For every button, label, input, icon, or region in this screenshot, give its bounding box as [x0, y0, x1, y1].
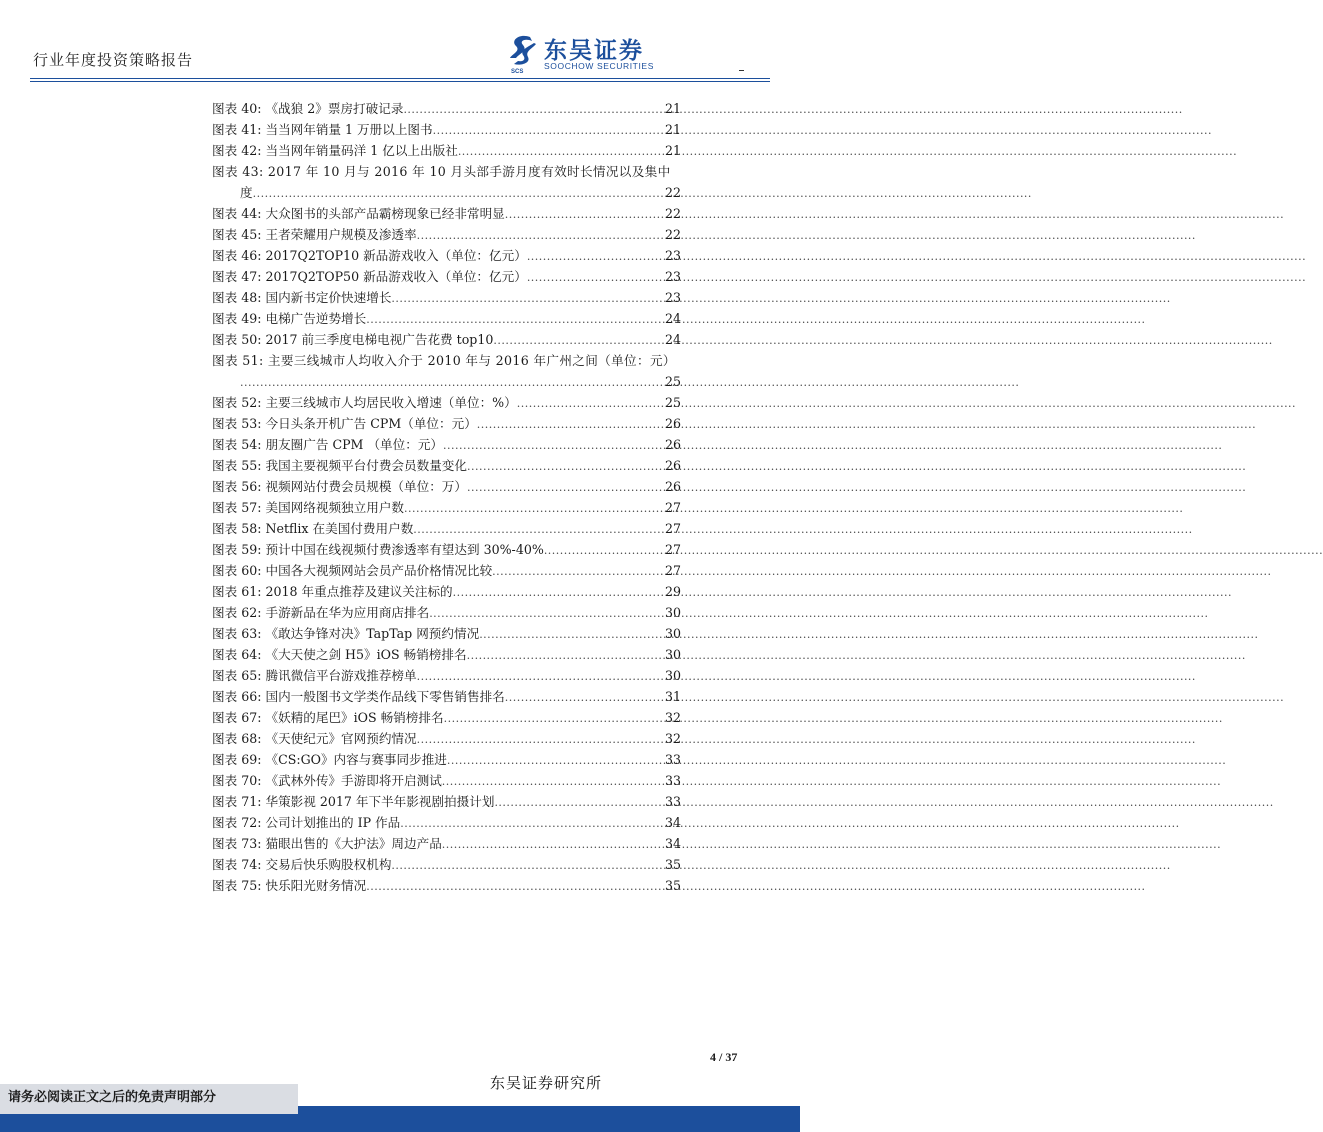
toc-entry-title: 视频网站付费会员规模（单位：万） — [265, 479, 467, 494]
toc-entry[interactable] — [212, 665, 681, 686]
toc-entry[interactable] — [212, 329, 681, 350]
toc-entry-page: 32 — [664, 710, 681, 725]
toc-entry-label: 图表 75: — [212, 878, 262, 893]
toc-entry-label: 图表 50: — [212, 332, 262, 347]
toc-entry-leader — [391, 288, 664, 309]
toc-entry-leader — [417, 225, 664, 246]
toc-entry-label: 图表 64: — [212, 647, 262, 662]
toc-entry-label: 图表 70: — [212, 773, 262, 788]
toc-entry-label: 图表 45: — [212, 227, 262, 242]
toc-entry-label: 图表 54: — [212, 437, 262, 452]
toc-entry-leader — [527, 246, 664, 267]
figure-index-list — [212, 98, 681, 896]
toc-entry-page: 30 — [664, 668, 681, 683]
toc-entry-label: 图表 51: — [212, 353, 264, 368]
toc-entry-leader — [467, 477, 664, 498]
toc-entry[interactable] — [212, 602, 681, 623]
toc-entry-leader — [477, 414, 664, 435]
toc-entry-leader — [413, 519, 664, 540]
toc-entry-title: 《天使纪元》官网预约情况 — [265, 731, 417, 746]
toc-entry-leader — [467, 456, 664, 477]
toc-entry-leader — [505, 204, 664, 225]
toc-entry-title: 朋友圈广告 CPM （单位：元） — [265, 437, 444, 452]
toc-entry[interactable] — [212, 686, 681, 707]
toc-entry-leader — [479, 624, 664, 645]
toc-entry-leader — [417, 666, 664, 687]
toc-entry-label: 图表 48: — [212, 290, 262, 305]
toc-entry-leader — [492, 561, 664, 582]
toc-entry-label: 图表 71: — [212, 794, 262, 809]
toc-entry[interactable] — [212, 161, 681, 203]
toc-entry-title-continued: 度 — [240, 185, 253, 200]
toc-entry-page: 35 — [664, 878, 681, 893]
toc-entry-leader — [453, 582, 664, 603]
toc-entry-leader — [403, 99, 664, 120]
toc-entry[interactable] — [212, 350, 681, 392]
toc-entry-leader — [444, 708, 664, 729]
toc-entry-title: 当当网年销量码洋 1 亿以上出版社 — [265, 143, 458, 158]
toc-entry-page: 21 — [664, 143, 681, 158]
toc-entry-label: 图表 66: — [212, 689, 262, 704]
toc-entry-title: 公司计划推出的 IP 作品 — [265, 815, 401, 830]
toc-entry-leader — [433, 120, 664, 141]
toc-entry-leader — [505, 687, 664, 708]
toc-entry[interactable] — [212, 434, 681, 455]
toc-entry-label: 图表 74: — [212, 857, 262, 872]
toc-entry-title: 今日头条开机广告 CPM（单位：元） — [265, 416, 477, 431]
toc-entry[interactable] — [212, 623, 681, 644]
toc-entry-label: 图表 67: — [212, 710, 262, 725]
toc-entry-leader — [366, 876, 664, 897]
toc-entry-page: 26 — [664, 458, 681, 473]
toc-entry[interactable] — [212, 455, 681, 476]
toc-entry[interactable] — [212, 644, 681, 665]
toc-entry-leader — [494, 792, 664, 813]
toc-entry-page: 30 — [664, 626, 681, 641]
toc-entry-title: 主要三线城市人均居民收入增速（单位：%） — [265, 395, 517, 410]
header-rule-thick — [30, 78, 770, 79]
toc-entry-page: 33 — [664, 752, 681, 767]
toc-entry-label: 图表 40: — [212, 101, 262, 116]
toc-entry-page: 21 — [664, 101, 681, 116]
toc-entry[interactable] — [212, 392, 681, 413]
toc-entry-label: 图表 56: — [212, 479, 262, 494]
header-dash — [739, 70, 744, 71]
toc-entry-label: 图表 44: — [212, 206, 262, 221]
toc-entry-leader — [240, 372, 664, 393]
toc-entry-title: Netflix 在美国付费用户数 — [265, 521, 414, 536]
toc-entry-title: 《CS:GO》内容与赛事同步推进 — [265, 752, 447, 767]
toc-entry-page: 23 — [664, 269, 681, 284]
toc-entry[interactable] — [212, 728, 681, 749]
toc-entry-leader — [442, 834, 664, 855]
toc-entry-page: 34 — [664, 836, 681, 851]
toc-entry-title: 当当网年销量 1 万册以上图书 — [265, 122, 433, 137]
logo-chinese-name: 东吴证券 — [544, 38, 644, 64]
toc-entry-title: 《战狼 2》票房打破记录 — [265, 101, 404, 116]
toc-entry-title: 猫眼出售的《大护法》周边产品 — [265, 836, 442, 851]
toc-entry-page: 30 — [664, 647, 681, 662]
toc-entry-title: 我国主要视频平台付费会员数量变化 — [265, 458, 467, 473]
toc-entry-leader — [447, 750, 664, 771]
toc-entry-title: 主要三线城市人均收入介于 2010 年与 2016 年广州之间（单位：元） — [267, 353, 676, 368]
toc-entry[interactable] — [212, 539, 681, 560]
toc-entry-title: 《敢达争锋对决》TapTap 网预约情况 — [265, 626, 480, 641]
toc-entry-title: 《大天使之剑 H5》iOS 畅销榜排名 — [265, 647, 467, 662]
toc-entry[interactable] — [212, 560, 681, 581]
toc-entry-page: 26 — [664, 416, 681, 431]
toc-entry[interactable] — [212, 245, 681, 266]
toc-entry[interactable] — [212, 224, 681, 245]
toc-entry[interactable] — [212, 497, 681, 518]
toc-entry-label: 图表 43: — [212, 164, 264, 179]
toc-entry-label: 图表 52: — [212, 395, 262, 410]
toc-entry[interactable] — [212, 791, 681, 812]
toc-entry-title: 大众图书的头部产品霸榜现象已经非常明显 — [265, 206, 505, 221]
logo-abbreviation: SCS — [511, 69, 524, 75]
toc-entry-leader — [400, 813, 664, 834]
toc-entry-page: 27 — [664, 500, 681, 515]
toc-entry-label: 图表 72: — [212, 815, 262, 830]
toc-entry-leader — [458, 141, 664, 162]
header-rule-thin — [30, 81, 770, 82]
toc-entry-page: 26 — [664, 479, 681, 494]
toc-entry[interactable] — [212, 581, 681, 602]
toc-entry-title: 《武林外传》手游即将开启测试 — [265, 773, 442, 788]
toc-entry-leader — [429, 603, 664, 624]
toc-entry-label: 图表 47: — [212, 269, 262, 284]
toc-entry[interactable] — [212, 203, 681, 224]
toc-entry-label: 图表 73: — [212, 836, 262, 851]
toc-entry-leader — [404, 498, 664, 519]
toc-entry-leader — [493, 330, 664, 351]
toc-entry-leader — [391, 855, 664, 876]
toc-entry-title: 2017 前三季度电梯电视广告花费 top10 — [265, 332, 494, 347]
toc-entry-page: 24 — [664, 311, 681, 326]
toc-entry-title: 交易后快乐购股权机构 — [265, 857, 392, 872]
toc-entry-title: 手游新品在华为应用商店排名 — [265, 605, 430, 620]
toc-entry-label: 图表 46: — [212, 248, 262, 263]
toc-entry[interactable] — [212, 812, 681, 833]
toc-entry-page: 32 — [664, 731, 681, 746]
toc-entry-title: 2018 年重点推荐及建议关注标的 — [265, 584, 453, 599]
toc-entry[interactable] — [212, 833, 681, 854]
toc-entry-title: 2017 年 10 月与 2016 年 10 月头部手游月度有效时长情况以及集中 — [267, 164, 671, 179]
toc-entry-leader — [517, 393, 664, 414]
toc-entry-page: 26 — [664, 437, 681, 452]
toc-entry-title: 华策影视 2017 年下半年影视剧拍摄计划 — [265, 794, 495, 809]
toc-entry-label: 图表 62: — [212, 605, 262, 620]
toc-entry-page: 33 — [664, 773, 681, 788]
toc-entry[interactable] — [212, 707, 681, 728]
toc-entry[interactable] — [212, 749, 681, 770]
company-logo — [508, 32, 688, 76]
toc-entry-page: 23 — [664, 248, 681, 263]
toc-entry-title: 国内一般图书文学类作品线下零售销售排名 — [265, 689, 505, 704]
report-type-title: 行业年度投资策略报告 — [33, 51, 194, 69]
page-number: 4 / 37 — [710, 1050, 738, 1064]
toc-entry-label: 图表 68: — [212, 731, 262, 746]
footer-organization: 东吴证券研究所 — [490, 1074, 603, 1092]
toc-entry-page: 25 — [664, 395, 681, 410]
toc-entry-label: 图表 61: — [212, 584, 262, 599]
toc-entry-title: 《妖精的尾巴》iOS 畅销榜排名 — [265, 710, 444, 725]
toc-entry-leader — [544, 540, 664, 561]
toc-entry-leader — [253, 183, 664, 204]
toc-entry-label: 图表 63: — [212, 626, 262, 641]
toc-entry-page: 35 — [664, 857, 681, 872]
logo-english-name: SOOCHOW SECURITIES — [544, 61, 654, 71]
toc-entry[interactable] — [212, 287, 681, 308]
toc-entry[interactable] — [212, 308, 681, 329]
toc-entry-page: 22 — [664, 206, 681, 221]
toc-entry-page: 21 — [664, 122, 681, 137]
toc-entry-label: 图表 60: — [212, 563, 262, 578]
toc-entry-leader — [417, 729, 664, 750]
toc-entry-label: 图表 49: — [212, 311, 262, 326]
toc-entry-title: 腾讯微信平台游戏推荐榜单 — [265, 668, 417, 683]
toc-entry-label: 图表 59: — [212, 542, 262, 557]
toc-entry[interactable] — [212, 266, 681, 287]
toc-entry[interactable] — [212, 119, 681, 140]
disclaimer-notice: 请务必阅读正文之后的免责声明部分 — [0, 1084, 298, 1114]
toc-entry[interactable] — [212, 875, 681, 896]
toc-entry-title: 电梯广告逆势增长 — [265, 311, 367, 326]
toc-entry-label: 图表 41: — [212, 122, 262, 137]
toc-entry[interactable] — [212, 140, 681, 161]
toc-entry-label: 图表 42: — [212, 143, 262, 158]
toc-entry-label: 图表 57: — [212, 500, 262, 515]
toc-entry-title: 快乐阳光财务情况 — [265, 878, 367, 893]
toc-entry-title: 美国网络视频独立用户数 — [265, 500, 404, 515]
toc-entry-leader — [527, 267, 664, 288]
toc-entry[interactable] — [212, 854, 681, 875]
toc-entry[interactable] — [212, 518, 681, 539]
toc-entry-page: 22 — [664, 227, 681, 242]
toc-entry-page: 27 — [664, 542, 681, 557]
toc-entry-leader — [467, 645, 664, 666]
toc-entry-title: 中国各大视频网站会员产品价格情况比较 — [265, 563, 493, 578]
toc-entry-title: 预计中国在线视频付费渗透率有望达到 30%-40% — [265, 542, 544, 557]
toc-entry-label: 图表 69: — [212, 752, 262, 767]
toc-entry-leader — [366, 309, 664, 330]
toc-entry[interactable] — [212, 413, 681, 434]
toc-entry-label: 图表 55: — [212, 458, 262, 473]
toc-entry-page: 34 — [664, 815, 681, 830]
toc-entry-page: 27 — [664, 563, 681, 578]
toc-entry-page: 24 — [664, 332, 681, 347]
toc-entry-leader — [443, 435, 664, 456]
toc-entry-title: 国内新书定价快速增长 — [265, 290, 392, 305]
toc-entry-title: 2017Q2TOP50 新品游戏收入（单位：亿元） — [265, 269, 527, 284]
toc-entry-page: 30 — [664, 605, 681, 620]
toc-entry-page: 22 — [664, 185, 681, 200]
toc-entry-page: 25 — [664, 374, 681, 389]
toc-entry-label: 图表 58: — [212, 521, 262, 536]
toc-entry-title: 2017Q2TOP10 新品游戏收入（单位：亿元） — [265, 248, 527, 263]
toc-entry-title: 王者荣耀用户规模及渗透率 — [265, 227, 417, 242]
toc-entry-page: 29 — [664, 584, 681, 599]
scs-logo-icon — [508, 34, 538, 68]
toc-entry-page: 23 — [664, 290, 681, 305]
toc-entry-page: 31 — [664, 689, 681, 704]
toc-entry[interactable] — [212, 98, 681, 119]
toc-entry-page: 27 — [664, 521, 681, 536]
toc-entry-label: 图表 53: — [212, 416, 262, 431]
toc-entry-leader — [442, 771, 664, 792]
toc-entry-label: 图表 65: — [212, 668, 262, 683]
toc-entry[interactable] — [212, 770, 681, 791]
toc-entry-page: 33 — [664, 794, 681, 809]
toc-entry[interactable] — [212, 476, 681, 497]
